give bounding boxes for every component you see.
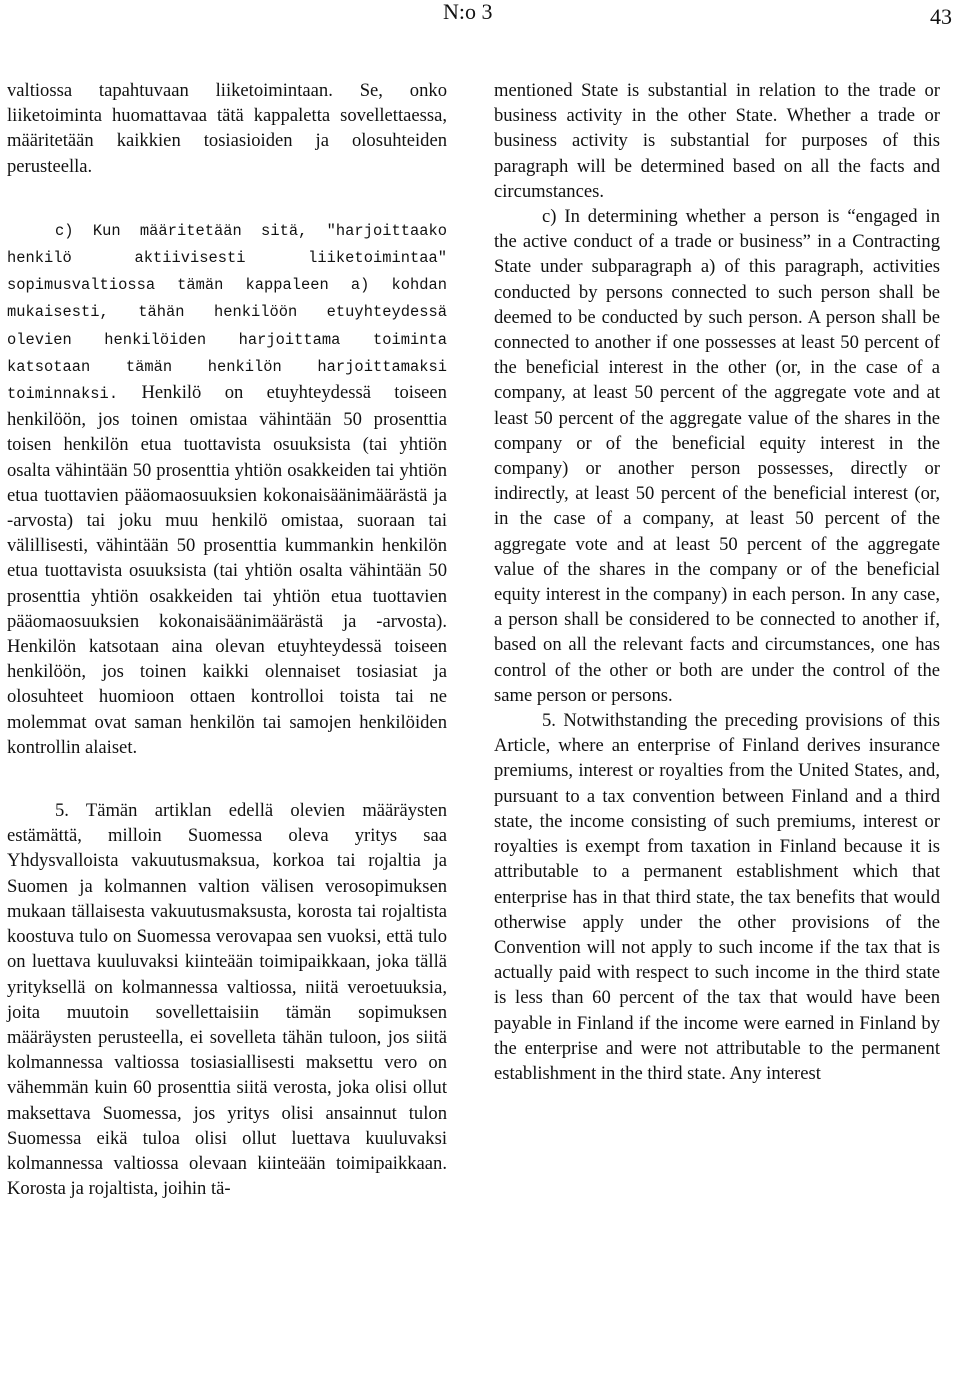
en-paragraph-c: c) In determining whether a person is “engaged in the active conduct of a trade or business” in a Contracting State under subparagraph a) of this paragraph, activities conducted by persons connected to such person shall be deemed to be conducted by such person. A person shall be connected to another if one possesses at least 50 percent of the beneficial interest in the other (or, in the case of a company, at least 50 percent of the aggregate vote and at least 50 percent of the aggregate value of the shares in the company or of the beneficial equity interest in the company) or another person possesses, directly or indirectly, at least 50 percent of the beneficial interest (or, in the case of a company, at least 50 percent of the aggregate vote and at least 50 percent of the aggregate value of the shares in the company or of the beneficial equity interest in the company) in each person. In any case, a person shall be considered to be connected to another if, based on all the relevant facts and circumstances, one has control of the other or both are under the control of the same person or persons. (494, 206, 940, 706)
page-header (0, 0, 960, 40)
fi-paragraph-c-mono-text: c) Kun määritetään sitä, "harjoittaako henkilö aktiivisesti liiketoimintaa" sopimusvaltiossa tämän kappaleen a) kohdan mukaisesti, tähän henkilöön etuyhteydessä olevien henkilöiden harjoittama toiminta katsotaan tämän henkilön harjoittamaksi toiminnaksi. (7, 221, 447, 404)
en-paragraph-5: 5. Notwithstanding the preceding provisions of this Article, where an enterprise of Finland derives insurance premiums, interest or royalties from the United States, and, pursuant to a tax convention between Finland and a third state, the income consisting of such premiums, interest or royalties is exempt from taxation in Finland because it is attributable to a permanent establishment which that enterprise has in that third state, the tax benefits that would otherwise apply under the other provisions of the Convention will not apply to such income if the tax that is actually paid with respect to such income in the third state is less than 60 percent of the tax that would have been payable in Finland if the income were earned in Finland by the enterprise and were not attributable to the permanent establishment in the third state. Any interest (494, 710, 940, 1084)
fi-paragraph-5: 5. Tämän artiklan edellä olevien määräysten estämättä, milloin Suomessa oleva yritys saa Yhdysvalloista vakuutusmaksua, korkoa tai rojaltia ja Suomen ja kolmannen valtion välisen verosopimuksen mukaan tällaisesta vakuutusmaksusta, korosta tai rojaltista koostuva tulo on Suomessa verovapaa sen vuoksi, että tulo on luettava kuuluvaksi kiinteään toimipaikkaan, joka tällä yrityksellä on kolmannessa valtiossa, niitä veroetuuksia, joita muutoin sovellettaisiin tämän sopimuksen määräysten perusteella, ei sovelleta tähän tuloon, jos siitä kolmannessa valtiossa tosiasiallisesti maksettu vero on vähemmän kuin 60 prosenttia siitä verosta, joka olisi ollut maksettava Suomessa, jos yritys olisi ansainnut tulon Suomessa eikä tuloa olisi ollut luettava kuuluvaksi kolmannessa valtiossa olevaan kiinteään toimipaikkaan. Korosta ja rojaltista, joihin tä- (7, 800, 447, 1200)
english-column (494, 78, 940, 1086)
fi-paragraph-c (7, 217, 447, 760)
paragraph-gap (7, 760, 447, 798)
section-number: N:o 3 (443, 0, 493, 24)
page-number: 43 (930, 4, 952, 29)
fi-paragraph-continuation: valtiossa tapahtuvaan liiketoimintaan. Se, onko liiketoiminta huomattavaa tätä kappaletta sovellettaessa, määritetään kaikkien tosiasioiden ja olosuhteiden perusteella. (7, 80, 447, 177)
en-paragraph-continuation: mentioned State is substantial in relation to the trade or business activity in the other State. Whether a trade or business activity is substantial for purposes of this paragraph will be determined based on all the facts and circumstances. (494, 80, 940, 202)
finnish-column (7, 78, 447, 1201)
paragraph-gap (7, 179, 447, 217)
fi-paragraph-c-text: Henkilö on etuyhteydessä toiseen henkilöön, jos toinen omistaa vähintään 50 prosenttia toisen henkilön etua tuottavista osuuksista (tai yhtiön osalta vähintään 50 prosenttia yhtiön osakkeiden tai yhtiön etua tuottavien pääomaosuuksien kokonaisäänimäärästä ja -arvosta) tai joku muu henkilö omistaa, suoraan tai välillisesti, vähintään 50 prosenttia kummankin henkilön etua tuottavista osuuksista (tai yhtiön osalta vähintään 50 prosenttia yhtiön osakkeiden tai yhtiön etua tuottavien pääomaosuuksien kokonaisäänimäärästä ja -arvosta). Henkilön katsotaan aina olevan etuyhteydessä toiseen henkilöön, jos toinen kaikki olennaiset tosiasiat ja olosuhteet huomioon ottaen kontrolloi toista tai ne molemmat ovat saman henkilön tai samojen henkilöiden kontrollin alaiset. (7, 382, 447, 758)
